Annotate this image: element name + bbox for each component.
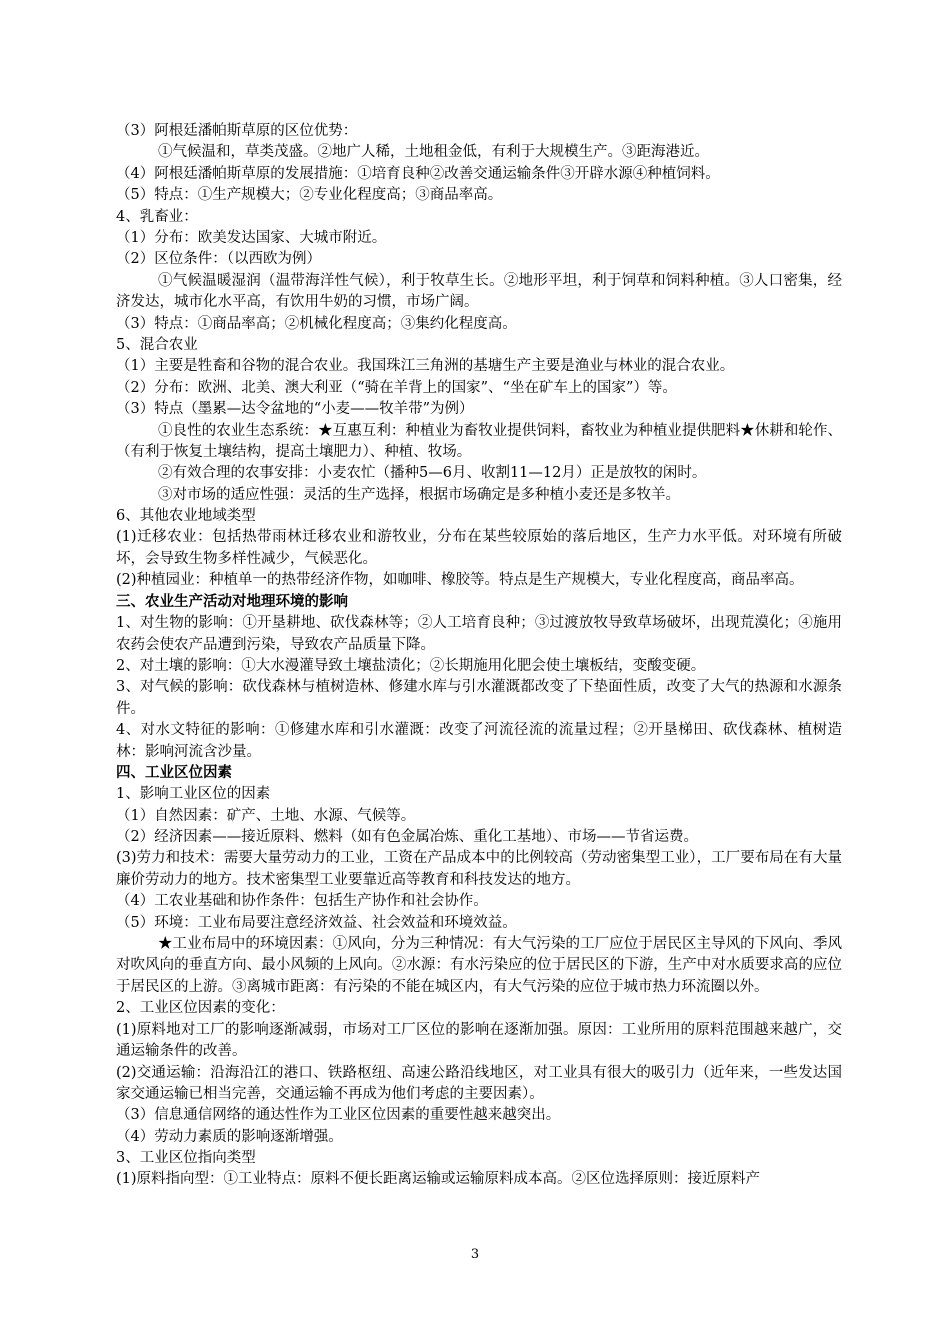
paragraph: ①气候温暖湿润（温带海洋性气候），利于牧草生长。②地形平坦，利于饲草和饲料种植。③人口密集，经济发达，城市化水平高，有饮用牛奶的习惯，市场广阔。: [116, 272, 842, 311]
paragraph: 3、对气候的影响：砍伐森林与植树造林、修建水库与引水灌溉都改变了下垫面性质，改变了大气的热源和水源条件。: [116, 679, 842, 717]
paragraph: (3)劳力和技术：需要大量劳动力的工业，工资在产品成本中的比例较高（劳动密集型工业），工厂要布局在有大量廉价劳动力的地方。技术密集型工业要靠近高等教育和科技发达的地方。: [116, 850, 842, 888]
text-line: ③对市场的适应性强：灵活的生产选择，根据市场确定是多种植小麦还是多牧羊。: [158, 486, 680, 503]
text-line: （3）特点（墨累—达令盆地的“小麦——牧羊带”为例）: [116, 401, 474, 418]
paragraph: (1)迁移农业：包括热带雨林迁移农业和游牧业，分布在某些较原始的落后地区，生产力水平低。对环境有所破坏，会导致生物多样性减少，气候恶化。: [116, 529, 842, 567]
page-number: 3: [470, 1247, 480, 1262]
section-subheading: 4、乳畜业：: [116, 208, 198, 225]
paragraph: (1)原料地对工厂的影响逐渐减弱，市场对工厂区位的影响在逐渐加强。原因：工业所用的原料范围越来越广，交通运输条件的改善。: [116, 1021, 842, 1060]
section-subheading: 5、混合农业: [116, 336, 198, 353]
text-line: （3）阿根廷潘帕斯草原的区位优势：: [116, 123, 358, 139]
text-line: （3）特点：①商品率高；②机械化程度高；③集约化程度高。: [116, 315, 517, 332]
text-line: （2）分布：欧洲、北美、澳大利亚（“骑在羊背上的国家”、“坐在矿车上的国家”）等。: [116, 379, 677, 396]
paragraph: ①良性的农业生态系统：★互惠互利：种植业为畜牧业提供饲料，畜牧业为种植业提供肥料★休耕和轮作、（有利于恢复土壤结构，提高土壤肥力）、种植、牧场。: [116, 422, 842, 460]
text-line: （2）区位条件：（以西欧为例）: [116, 251, 321, 268]
text-line: （1）主要是牲畜和谷物的混合农业。我国珠江三角洲的基塘生产主要是渔业与林业的混合农业。: [116, 358, 735, 375]
section-subheading: 3、工业区位指向类型: [116, 1150, 256, 1167]
section-heading: 四、工业区位因素: [116, 764, 232, 781]
paragraph: (2)种植园业：种植单一的热带经济作物，如咖啡、橡胶等。特点是生产规模大，专业化程度高，商品率高。: [116, 572, 804, 589]
paragraph: 1、对生物的影响：①开垦耕地、砍伐森林等；②人工培育良种；③过渡放牧导致草场破坏，出现荒漠化；④施用农药会使农产品遭到污染，导致农产品质量下降。: [116, 615, 842, 653]
text-line: (1)原料指向型：①工业特点：原料不便长距离运输或运输原料成本高。②区位选择原则：接近原料产: [116, 1171, 761, 1188]
text-line: （5）特点：①生产规模大；②专业化程度高；③商品率高。: [116, 187, 503, 204]
text-line: （1）自然因素：矿产、土地、水源、气候等。: [116, 807, 416, 824]
text-line: （4）阿根廷潘帕斯草原的发展措施：①培育良种②改善交通运输条件③开辟水源④种植饲料。: [116, 165, 720, 182]
text-line: （4）劳动力素质的影响逐渐增强。: [116, 1128, 343, 1145]
document-body: [116, 121, 842, 1191]
text-line: （4）工农业基础和协作条件：包括生产协作和社会协作。: [116, 893, 488, 910]
text-line: ①气候温和，草类茂盛。②地广人稀，土地租金低，有利于大规模生产。③距海港近。: [158, 144, 709, 161]
text-line: （3）信息通信网络的通达性作为工业区位因素的重要性越来越突出。: [116, 1107, 561, 1124]
section-heading: 三、农业生产活动对地理环境的影响: [116, 593, 348, 610]
text-line: （1）分布：欧美发达国家、大城市附近。: [116, 229, 387, 246]
paragraph: 4、对水文特征的影响：①修建水库和引水灌溉：改变了河流径流的流量过程；②开垦梯田、砍伐森林、植树造林：影响河流含沙量。: [116, 722, 842, 760]
paragraph: ★工业布局中的环境因素：①风向，分为三种情况：有大气污染的工厂应位于居民区主导风的下风向、季风对吹风向的垂直方向、最小风频的上风向。②水源：有水污染应的位于居民区的下游，生产中对水质要求高的应位于居民区的上游。③离城市距离：有污染的不能在城区内，有大气污染的应位于城市热力环流圈以外。: [116, 936, 842, 995]
paragraph: (2)交通运输：沿海沿江的港口、铁路枢纽、高速公路沿线地区，对工业具有很大的吸引力（近年来，一些发达国家交通运输已相当完善，交通运输不再成为他们考虑的主要因素）。: [116, 1064, 842, 1102]
text-line: 2、对土壤的影响：①大水漫灌导致土壤盐渍化；②长期施用化肥会使土壤板结，变酸变硬。: [116, 657, 706, 674]
text-line: ②有效合理的农事安排：小麦农忙（播种5—6月、收割11—12月）正是放牧的闲时。: [158, 465, 707, 482]
text-line: （2）经济因素——接近原料、燃料（如有色金属冶炼、重化工基地）、市场——节省运费。: [116, 829, 698, 846]
section-subheading: 2、工业区位因素的变化：: [116, 1000, 285, 1017]
section-subheading: 6、其他农业地域类型: [116, 508, 256, 525]
section-subheading: 1、影响工业区位的因素: [116, 786, 271, 803]
text-line: （5）环境：工业布局要注意经济效益、社会效益和环境效益。: [116, 914, 517, 931]
